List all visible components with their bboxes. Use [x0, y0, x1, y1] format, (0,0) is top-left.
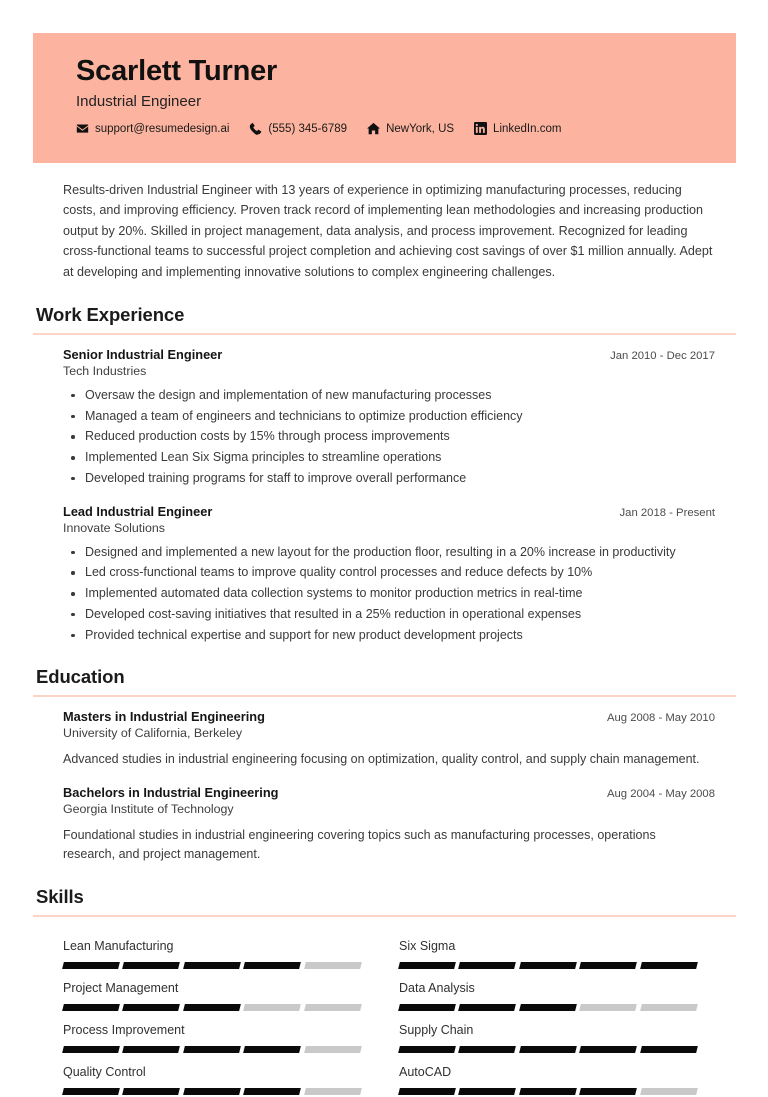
resume-body: [33, 180, 736, 1097]
section-work-experience: [33, 304, 736, 645]
skill-level-segment: [304, 962, 362, 969]
skill-level-segment: [304, 1046, 362, 1053]
list-item: Oversaw the design and implementation of new manufacturing processes: [63, 387, 715, 405]
skill-item: [63, 971, 399, 1013]
professional-summary: Results-driven Industrial Engineer with 13 years of experience in optimizing manufacturing processes, reducing costs, and improving efficiency. Proven track record of implementing lean methodologies and increasing production output by 20%. Skilled in project management, data analysis, and process improvement. Recognized for leading cross-functional teams to successful project completion and achieving cost savings of over $1 million annually. Adept at developing and implementing innovative solutions to complex engineering challenges.: [63, 183, 713, 279]
linkedin-icon: [474, 122, 487, 135]
section-title-work: Work Experience: [36, 303, 185, 325]
skill-level-bar: [399, 1004, 697, 1011]
education-entry-head: [63, 785, 715, 800]
skill-name: Data Analysis: [399, 980, 475, 995]
work-bullets: [63, 544, 715, 645]
list-item: Led cross-functional teams to improve quality control processes and reduce defects by 10%: [63, 564, 715, 582]
skill-level-segment: [62, 1088, 120, 1095]
contact-phone[interactable]: [249, 122, 347, 135]
skill-level-bar: [63, 1088, 361, 1095]
skill-level-segment: [398, 1046, 456, 1053]
skill-level-bar: [63, 1046, 361, 1053]
contact-phone-text: (555) 345-6789: [268, 122, 348, 135]
skill-item: [63, 1055, 399, 1097]
list-item: Developed cost-saving initiatives that resulted in a 25% reduction in operational expenses: [63, 606, 715, 624]
skill-level-segment: [519, 1046, 577, 1053]
contact-row: [76, 122, 736, 135]
list-item: Managed a team of engineers and technicians to optimize production efficiency: [63, 408, 715, 426]
contact-linkedin[interactable]: [474, 122, 561, 135]
skill-level-segment: [62, 1004, 120, 1011]
contact-email[interactable]: [76, 122, 229, 135]
section-title-skills: Skills: [36, 885, 84, 907]
work-company: Tech Industries: [63, 363, 147, 378]
work-date: Jan 2010 - Dec 2017: [610, 349, 715, 362]
skill-item: [399, 971, 719, 1013]
skill-name: AutoCAD: [399, 1064, 452, 1079]
skill-level-segment: [519, 1004, 577, 1011]
skill-level-segment: [459, 1046, 517, 1053]
skill-level-segment: [579, 1004, 637, 1011]
work-entry: [63, 347, 715, 488]
skill-level-segment: [519, 962, 577, 969]
job-title: Industrial Engineer: [76, 93, 202, 111]
skill-level-segment: [579, 1088, 637, 1095]
skill-level-segment: [243, 1004, 301, 1011]
education-date: Aug 2008 - May 2010: [606, 712, 715, 725]
section-divider: [33, 333, 736, 335]
work-date: Jan 2018 - Present: [619, 506, 715, 519]
skill-level-segment: [519, 1088, 577, 1095]
skill-level-segment: [304, 1004, 362, 1011]
skills-grid: [63, 929, 719, 1097]
contact-location[interactable]: [367, 122, 454, 135]
skill-level-segment: [398, 1004, 456, 1011]
skill-level-segment: [243, 1088, 301, 1095]
skill-level-segment: [123, 1088, 181, 1095]
education-school: Georgia Institute of Technology: [63, 802, 234, 817]
section-divider: [33, 915, 736, 917]
skill-item: [63, 929, 399, 971]
skill-level-segment: [62, 1046, 120, 1053]
skill-name: Lean Manufacturing: [63, 938, 174, 953]
skill-level-segment: [459, 962, 517, 969]
full-name: Scarlett Turner: [76, 55, 278, 87]
home-icon: [367, 122, 380, 135]
skill-name: Supply Chain: [399, 1022, 474, 1037]
education-degree: Bachelors in Industrial Engineering: [63, 785, 279, 801]
skill-item: [63, 1013, 399, 1055]
contact-location-text: NewYork, US: [386, 122, 455, 135]
skill-level-bar: [399, 1046, 697, 1053]
work-bullets: [63, 387, 715, 488]
skill-level-segment: [398, 1088, 456, 1095]
skill-level-segment: [183, 1004, 241, 1011]
skill-level-segment: [123, 1046, 181, 1053]
envelope-icon: [76, 122, 89, 135]
skill-level-segment: [62, 962, 120, 969]
skill-name: Six Sigma: [399, 938, 456, 953]
skill-name: Project Management: [63, 980, 179, 995]
skill-level-segment: [183, 962, 241, 969]
education-description: Advanced studies in industrial engineering focusing on optimization, quality control, and supply chain management.: [63, 752, 700, 767]
contact-linkedin-text: LinkedIn.com: [493, 122, 562, 135]
skill-item: [399, 1013, 719, 1055]
skill-level-segment: [640, 1088, 698, 1095]
skill-level-segment: [304, 1088, 362, 1095]
skill-level-segment: [579, 1046, 637, 1053]
section-education: [33, 666, 736, 863]
section-divider: [33, 695, 736, 697]
skill-level-segment: [123, 1004, 181, 1011]
education-description: Foundational studies in industrial engineering covering topics such as manufacturing processes, operations research, and project management.: [63, 828, 656, 861]
list-item: Provided technical expertise and support for new product development projects: [63, 627, 715, 645]
skill-item: [399, 1055, 719, 1097]
education-degree: Masters in Industrial Engineering: [63, 709, 265, 725]
work-entry-head: [63, 347, 715, 362]
section-skills: [33, 886, 736, 1097]
skill-level-segment: [183, 1046, 241, 1053]
list-item: Reduced production costs by 15% through process improvements: [63, 428, 715, 446]
education-school: University of California, Berkeley: [63, 726, 243, 741]
skill-level-segment: [398, 962, 456, 969]
phone-icon: [249, 122, 262, 135]
education-entry: [63, 709, 715, 769]
resume-header: [33, 33, 736, 163]
work-entry: [63, 504, 715, 645]
list-item: Implemented Lean Six Sigma principles to streamline operations: [63, 449, 715, 467]
skill-level-segment: [183, 1088, 241, 1095]
work-role: Senior Industrial Engineer: [63, 346, 223, 362]
skill-level-segment: [243, 1046, 301, 1053]
education-entry: [63, 785, 715, 864]
skill-item: [399, 929, 719, 971]
skill-level-bar: [63, 1004, 361, 1011]
skill-level-segment: [459, 1088, 517, 1095]
work-role: Lead Industrial Engineer: [63, 503, 213, 519]
skill-level-segment: [123, 962, 181, 969]
skill-name: Quality Control: [63, 1064, 146, 1079]
skill-level-segment: [579, 962, 637, 969]
skill-name: Process Improvement: [63, 1022, 185, 1037]
work-company: Innovate Solutions: [63, 520, 165, 535]
skill-level-segment: [640, 962, 698, 969]
section-title-education: Education: [36, 666, 125, 688]
skill-level-segment: [640, 1004, 698, 1011]
education-entry-head: [63, 709, 715, 724]
list-item: Implemented automated data collection systems to monitor production metrics in real-time: [63, 585, 715, 603]
skill-level-bar: [399, 1088, 697, 1095]
skill-level-bar: [63, 962, 361, 969]
skill-level-segment: [459, 1004, 517, 1011]
education-date: Aug 2004 - May 2008: [606, 788, 715, 801]
skill-level-segment: [243, 962, 301, 969]
contact-email-text: support@resumedesign.ai: [95, 122, 230, 135]
skill-level-segment: [640, 1046, 698, 1053]
work-entry-head: [63, 504, 715, 519]
list-item: Developed training programs for staff to improve overall performance: [63, 470, 715, 488]
list-item: Designed and implemented a new layout for the production floor, resulting in a 20% increase in productivity: [63, 544, 715, 562]
skill-level-bar: [399, 962, 697, 969]
